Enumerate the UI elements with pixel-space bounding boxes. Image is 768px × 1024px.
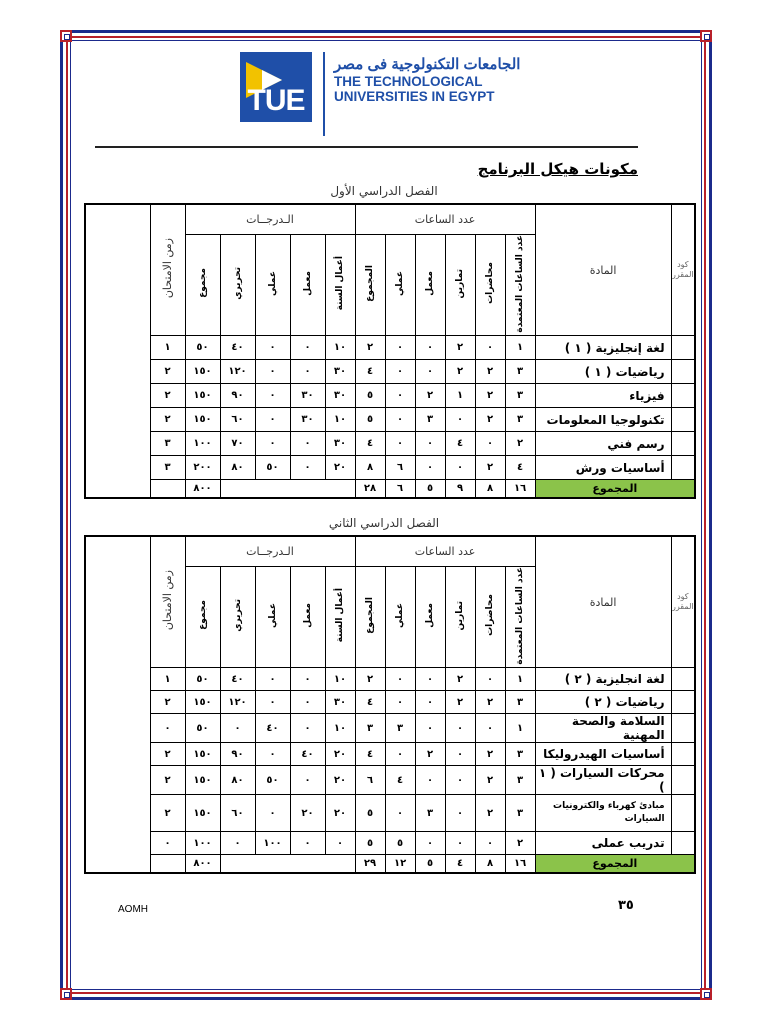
grades-group-header: الـدرجــات xyxy=(185,204,355,234)
value-cell-gtot: ١٠٠ xyxy=(185,432,220,456)
course-code-cell xyxy=(671,795,695,832)
column-header-label: عملي xyxy=(395,602,406,628)
column-header-label: أعمال السنة xyxy=(335,588,345,643)
total-blank xyxy=(150,855,185,873)
column-header-label: عدد الساعات المعتمدة xyxy=(515,566,526,665)
column-header-exercises xyxy=(445,234,475,336)
subject-cell: أساسيات الهيدروليكا xyxy=(535,743,671,766)
subject-cell: رسم فني xyxy=(535,432,671,456)
subject-cell: السلامة والصحة المهنية xyxy=(535,714,671,743)
value-cell-prac_g: ٤٠ xyxy=(255,714,290,743)
value-cell-written: ٦٠ xyxy=(220,795,255,832)
brand-name xyxy=(334,56,534,104)
brand-arabic: الجامعات التكنولوجية فى مصر xyxy=(334,56,521,73)
value-cell-prac: ٠ xyxy=(385,691,415,714)
value-cell-exam: ٢ xyxy=(150,766,185,795)
value-cell-lab: ٣ xyxy=(415,408,445,432)
subject-cell: أساسيات ورش xyxy=(535,456,671,480)
total-value-gtot: ٨٠٠ xyxy=(185,855,220,873)
column-header-label: محاضرات xyxy=(485,594,496,637)
corner-ornament xyxy=(60,988,72,1000)
subject-cell: تكنولوجيا المعلومات xyxy=(535,408,671,432)
column-header-grades-total xyxy=(185,234,220,336)
value-cell-htot: ٤ xyxy=(355,432,385,456)
value-cell-credit: ٣ xyxy=(505,743,535,766)
value-cell-yw: ٣٠ xyxy=(325,360,355,384)
semester-1-table xyxy=(84,203,696,499)
exam-time-header xyxy=(150,204,185,336)
total-blank xyxy=(150,480,185,498)
corner-ornament xyxy=(60,30,72,42)
tue-logo xyxy=(240,52,312,122)
logo-text: TUE xyxy=(247,84,305,117)
table-row xyxy=(85,432,695,456)
total-value-prac: ١٢ xyxy=(385,855,415,873)
column-header-label: معمل xyxy=(302,270,313,296)
value-cell-credit: ١ xyxy=(505,336,535,360)
total-value-gtot: ٨٠٠ xyxy=(185,480,220,498)
value-cell-htot: ٤ xyxy=(355,360,385,384)
value-cell-prac: ٠ xyxy=(385,432,415,456)
value-cell-yw: ٣٠ xyxy=(325,384,355,408)
column-header-hours-total xyxy=(355,566,385,668)
value-cell-exam: ٠ xyxy=(150,832,185,855)
value-cell-written: ١٢٠ xyxy=(220,691,255,714)
semester-1-title: الفصل الدراسي الأول xyxy=(330,184,438,198)
value-cell-lab: ٠ xyxy=(415,432,445,456)
value-cell-written: ٨٠ xyxy=(220,766,255,795)
column-header-lectures xyxy=(475,234,505,336)
column-header-label: معمل xyxy=(425,602,436,628)
table-row xyxy=(85,360,695,384)
course-code-cell xyxy=(671,766,695,795)
total-label: المجموع xyxy=(535,855,695,873)
value-cell-credit: ٣ xyxy=(505,691,535,714)
column-header-label: المجموع xyxy=(365,264,376,302)
total-value-prac: ٦ xyxy=(385,480,415,498)
value-cell-gtot: ٥٠ xyxy=(185,336,220,360)
total-row xyxy=(85,480,695,498)
value-cell-lec: ٢ xyxy=(475,766,505,795)
footer-author: AOMH xyxy=(118,904,148,915)
value-cell-exam: ٢ xyxy=(150,384,185,408)
column-header-practical xyxy=(255,234,290,336)
value-cell-htot: ٣ xyxy=(355,714,385,743)
column-header-year-work xyxy=(325,566,355,668)
hours-group-header: عدد الساعات xyxy=(355,204,535,234)
value-cell-lab_g: ٠ xyxy=(290,360,325,384)
value-cell-gtot: ١٥٠ xyxy=(185,408,220,432)
value-cell-lab: ٠ xyxy=(415,832,445,855)
value-cell-yw: ٣٠ xyxy=(325,432,355,456)
course-code-cell xyxy=(671,408,695,432)
value-cell-lab_g: ٠ xyxy=(290,832,325,855)
value-cell-gtot: ٥٠ xyxy=(185,714,220,743)
column-header-label: عملي xyxy=(267,270,278,296)
total-label: المجموع xyxy=(535,480,695,498)
value-cell-htot: ٤ xyxy=(355,691,385,714)
value-cell-lab: ٠ xyxy=(415,456,445,480)
value-cell-exam: ٠ xyxy=(150,714,185,743)
value-cell-exam: ١ xyxy=(150,668,185,691)
value-cell-prac: ٦ xyxy=(385,456,415,480)
value-cell-prac: ٥ xyxy=(385,832,415,855)
course-code-cell xyxy=(671,384,695,408)
value-cell-gtot: ١٥٠ xyxy=(185,360,220,384)
value-cell-lab: ٠ xyxy=(415,360,445,384)
value-cell-ex: ١ xyxy=(445,384,475,408)
value-cell-written: ٤٠ xyxy=(220,668,255,691)
value-cell-lab: ٣ xyxy=(415,795,445,832)
total-value-lec: ٨ xyxy=(475,855,505,873)
table-row xyxy=(85,714,695,743)
value-cell-yw: ١٠ xyxy=(325,336,355,360)
column-header-label: معمل xyxy=(425,270,436,296)
value-cell-yw: ٢٠ xyxy=(325,456,355,480)
value-cell-prac_g: ٠ xyxy=(255,432,290,456)
value-cell-credit: ٣ xyxy=(505,766,535,795)
value-cell-prac_g: ٠ xyxy=(255,384,290,408)
value-cell-yw: ٢٠ xyxy=(325,743,355,766)
value-cell-ex: ٠ xyxy=(445,832,475,855)
value-cell-yw: ١٠ xyxy=(325,668,355,691)
column-header-exercises xyxy=(445,566,475,668)
total-value-htot: ٢٨ xyxy=(355,480,385,498)
value-cell-prac: ٠ xyxy=(385,668,415,691)
column-header-label: عملي xyxy=(267,602,278,628)
value-cell-credit: ٣ xyxy=(505,360,535,384)
value-cell-gtot: ١٥٠ xyxy=(185,795,220,832)
value-cell-prac_g: ١٠٠ xyxy=(255,832,290,855)
table-row xyxy=(85,456,695,480)
value-cell-lab: ٠ xyxy=(415,336,445,360)
subject-cell: فيزياء xyxy=(535,384,671,408)
value-cell-lec: ٠ xyxy=(475,832,505,855)
table-row xyxy=(85,795,695,832)
subject-cell: تدريب عملى xyxy=(535,832,671,855)
column-header-label: عدد الساعات المعتمدة xyxy=(515,234,526,333)
value-cell-lec: ٢ xyxy=(475,795,505,832)
value-cell-prac_g: ٠ xyxy=(255,691,290,714)
exam-time-header xyxy=(150,536,185,668)
value-cell-credit: ٣ xyxy=(505,795,535,832)
value-cell-prac: ٠ xyxy=(385,743,415,766)
value-cell-exam: ٢ xyxy=(150,795,185,832)
course-code-cell xyxy=(671,691,695,714)
value-cell-ex: ٠ xyxy=(445,456,475,480)
subject-cell: رياضيات ( ٢ ) xyxy=(535,691,671,714)
column-header-label: أعمال السنة xyxy=(335,256,345,311)
total-value-lec: ٨ xyxy=(475,480,505,498)
value-cell-ex: ٢ xyxy=(445,336,475,360)
value-cell-ex: ٢ xyxy=(445,691,475,714)
value-cell-lab: ٢ xyxy=(415,384,445,408)
brand-english-line2: UNIVERSITIES IN EGYPT xyxy=(334,89,495,104)
subject-cell: رياضيات ( ١ ) xyxy=(535,360,671,384)
column-header-written xyxy=(220,234,255,336)
value-cell-written: ٩٠ xyxy=(220,384,255,408)
brand-english-line1: THE TECHNOLOGICAL xyxy=(334,74,483,89)
value-cell-lab: ٠ xyxy=(415,691,445,714)
column-header-label: تمارين xyxy=(455,268,466,299)
value-cell-prac_g: ٠ xyxy=(255,743,290,766)
value-cell-lab: ٢ xyxy=(415,743,445,766)
value-cell-written: ١٢٠ xyxy=(220,360,255,384)
value-cell-prac_g: ٠ xyxy=(255,360,290,384)
value-cell-htot: ٢ xyxy=(355,336,385,360)
course-code-cell xyxy=(671,832,695,855)
header-rule xyxy=(95,146,638,148)
value-cell-exam: ٢ xyxy=(150,360,185,384)
value-cell-htot: ٥ xyxy=(355,408,385,432)
column-header-lectures xyxy=(475,566,505,668)
value-cell-prac_g: ٠ xyxy=(255,795,290,832)
value-cell-yw: ١٠ xyxy=(325,408,355,432)
value-cell-lec: ٢ xyxy=(475,384,505,408)
column-header-hours-total xyxy=(355,234,385,336)
column-header-label: تحريري xyxy=(232,598,243,632)
column-header-label: المجموع xyxy=(365,596,376,634)
value-cell-exam: ٣ xyxy=(150,432,185,456)
table-row xyxy=(85,832,695,855)
value-cell-ex: ٠ xyxy=(445,795,475,832)
value-cell-ex: ٠ xyxy=(445,766,475,795)
value-cell-written: ٤٠ xyxy=(220,336,255,360)
value-cell-prac: ٠ xyxy=(385,360,415,384)
value-cell-lec: ٢ xyxy=(475,743,505,766)
column-header-practical xyxy=(255,566,290,668)
value-cell-credit: ٣ xyxy=(505,384,535,408)
value-cell-lab_g: ٣٠ xyxy=(290,408,325,432)
value-cell-written: ٧٠ xyxy=(220,432,255,456)
value-cell-prac: ٠ xyxy=(385,795,415,832)
table-row xyxy=(85,766,695,795)
value-cell-lab: ٠ xyxy=(415,714,445,743)
value-cell-htot: ٤ xyxy=(355,743,385,766)
value-cell-gtot: ١٥٠ xyxy=(185,766,220,795)
column-header-written xyxy=(220,566,255,668)
value-cell-written: ٩٠ xyxy=(220,743,255,766)
value-cell-prac_g: ٥٠ xyxy=(255,456,290,480)
exam-time-label: زمن الامتحان xyxy=(161,570,174,631)
value-cell-credit: ١ xyxy=(505,668,535,691)
value-cell-prac_g: ٥٠ xyxy=(255,766,290,795)
grades-group-header: الـدرجــات xyxy=(185,536,355,566)
table-row xyxy=(85,336,695,360)
column-header-label: مجموع xyxy=(197,268,208,299)
value-cell-written: ٠ xyxy=(220,832,255,855)
total-value-credit: ١٦ xyxy=(505,855,535,873)
value-cell-htot: ٢ xyxy=(355,668,385,691)
code-header: كود المقرر xyxy=(671,204,695,336)
value-cell-yw: ١٠ xyxy=(325,714,355,743)
section-title: مكونات هيكل البرنامج xyxy=(477,160,638,178)
value-cell-ex: ٢ xyxy=(445,668,475,691)
column-header-label: تحريري xyxy=(232,266,243,300)
value-cell-exam: ٣ xyxy=(150,456,185,480)
column-header-practical xyxy=(385,234,415,336)
value-cell-lab_g: ٣٠ xyxy=(290,384,325,408)
table-row xyxy=(85,743,695,766)
value-cell-lab_g: ٠ xyxy=(290,456,325,480)
value-cell-ex: ٠ xyxy=(445,743,475,766)
corner-ornament xyxy=(700,988,712,1000)
course-code-cell xyxy=(671,336,695,360)
total-value-ex: ٩ xyxy=(445,480,475,498)
column-header-credit-hours xyxy=(505,566,535,668)
value-cell-prac: ٠ xyxy=(385,384,415,408)
value-cell-lab_g: ٠ xyxy=(290,714,325,743)
total-blank xyxy=(220,855,355,873)
value-cell-gtot: ١٥٠ xyxy=(185,384,220,408)
value-cell-written: ٨٠ xyxy=(220,456,255,480)
value-cell-credit: ٢ xyxy=(505,432,535,456)
value-cell-gtot: ١٠٠ xyxy=(185,832,220,855)
value-cell-exam: ٢ xyxy=(150,408,185,432)
value-cell-lec: ٠ xyxy=(475,432,505,456)
value-cell-yw: ٢٠ xyxy=(325,766,355,795)
value-cell-lec: ٠ xyxy=(475,668,505,691)
value-cell-gtot: ٢٠٠ xyxy=(185,456,220,480)
total-value-credit: ١٦ xyxy=(505,480,535,498)
total-row xyxy=(85,855,695,873)
value-cell-gtot: ١٥٠ xyxy=(185,743,220,766)
value-cell-lec: ٢ xyxy=(475,691,505,714)
code-header: كود المقرر xyxy=(671,536,695,668)
value-cell-exam: ٢ xyxy=(150,691,185,714)
course-code-cell xyxy=(671,668,695,691)
value-cell-written: ٠ xyxy=(220,714,255,743)
column-header-year-work xyxy=(325,234,355,336)
value-cell-prac: ٠ xyxy=(385,336,415,360)
value-cell-htot: ٨ xyxy=(355,456,385,480)
table-row xyxy=(85,668,695,691)
column-header-credit-hours xyxy=(505,234,535,336)
exam-time-label: زمن الامتحان xyxy=(161,238,174,299)
value-cell-lec: ٢ xyxy=(475,456,505,480)
value-cell-yw: ٠ xyxy=(325,832,355,855)
total-value-lab: ٥ xyxy=(415,480,445,498)
value-cell-credit: ٣ xyxy=(505,408,535,432)
table-row xyxy=(85,408,695,432)
subject-cell: لغة انجليزية ( ٢ ) xyxy=(535,668,671,691)
value-cell-htot: ٥ xyxy=(355,795,385,832)
table-row xyxy=(85,691,695,714)
value-cell-lec: ٢ xyxy=(475,408,505,432)
value-cell-gtot: ١٥٠ xyxy=(185,691,220,714)
value-cell-lab: ٠ xyxy=(415,766,445,795)
value-cell-htot: ٥ xyxy=(355,384,385,408)
column-header-label: عملي xyxy=(395,270,406,296)
value-cell-ex: ٢ xyxy=(445,360,475,384)
subject-cell: محركات السيارات ( ١ ) xyxy=(535,766,671,795)
value-cell-htot: ٥ xyxy=(355,832,385,855)
value-cell-credit: ٤ xyxy=(505,456,535,480)
value-cell-lab_g: ٠ xyxy=(290,766,325,795)
subject-header: المادة xyxy=(535,536,671,668)
column-header-grades-total xyxy=(185,566,220,668)
value-cell-htot: ٦ xyxy=(355,766,385,795)
value-cell-prac: ٣ xyxy=(385,714,415,743)
value-cell-prac_g: ٠ xyxy=(255,408,290,432)
value-cell-lab_g: ٠ xyxy=(290,336,325,360)
value-cell-prac_g: ٠ xyxy=(255,668,290,691)
value-cell-ex: ٠ xyxy=(445,714,475,743)
total-value-htot: ٢٩ xyxy=(355,855,385,873)
value-cell-credit: ١ xyxy=(505,714,535,743)
course-code-cell xyxy=(671,743,695,766)
course-code-cell xyxy=(671,714,695,743)
value-cell-lab_g: ٠ xyxy=(290,432,325,456)
value-cell-ex: ٤ xyxy=(445,432,475,456)
value-cell-yw: ٢٠ xyxy=(325,795,355,832)
value-cell-prac_g: ٠ xyxy=(255,336,290,360)
value-cell-lab: ٠ xyxy=(415,668,445,691)
column-header-lab xyxy=(290,566,325,668)
column-header-practical xyxy=(385,566,415,668)
column-header-label: تمارين xyxy=(455,600,466,631)
value-cell-prac: ٤ xyxy=(385,766,415,795)
logo-divider xyxy=(323,52,325,136)
value-cell-prac: ٠ xyxy=(385,408,415,432)
value-cell-written: ٦٠ xyxy=(220,408,255,432)
column-header-lab xyxy=(415,234,445,336)
value-cell-gtot: ٥٠ xyxy=(185,668,220,691)
subject-cell: لغة إنجليزية ( ١ ) xyxy=(535,336,671,360)
column-header-lab xyxy=(415,566,445,668)
value-cell-lab_g: ٢٠ xyxy=(290,795,325,832)
course-code-cell xyxy=(671,360,695,384)
corner-ornament xyxy=(700,30,712,42)
course-code-cell xyxy=(671,432,695,456)
semester-2-title: الفصل الدراسي الثاني xyxy=(328,516,440,530)
table-row xyxy=(85,384,695,408)
semester-2-table xyxy=(84,535,696,874)
column-header-label: محاضرات xyxy=(485,262,496,305)
course-code-cell xyxy=(671,456,695,480)
value-cell-lab_g: ٠ xyxy=(290,691,325,714)
value-cell-ex: ٠ xyxy=(445,408,475,432)
total-blank xyxy=(220,480,355,498)
total-value-lab: ٥ xyxy=(415,855,445,873)
value-cell-lec: ٢ xyxy=(475,360,505,384)
value-cell-exam: ٢ xyxy=(150,743,185,766)
subject-cell: مبادئ كهرباء والكترونيات السيارات xyxy=(535,795,671,832)
value-cell-lec: ٠ xyxy=(475,714,505,743)
page-number: ٣٥ xyxy=(618,898,634,913)
value-cell-lec: ٠ xyxy=(475,336,505,360)
hours-group-header: عدد الساعات xyxy=(355,536,535,566)
column-header-label: مجموع xyxy=(197,600,208,631)
value-cell-exam: ١ xyxy=(150,336,185,360)
column-header-lab xyxy=(290,234,325,336)
value-cell-lab_g: ٠ xyxy=(290,668,325,691)
value-cell-yw: ٣٠ xyxy=(325,691,355,714)
value-cell-lab_g: ٤٠ xyxy=(290,743,325,766)
value-cell-credit: ٢ xyxy=(505,832,535,855)
column-header-label: معمل xyxy=(302,602,313,628)
total-value-ex: ٤ xyxy=(445,855,475,873)
subject-header: المادة xyxy=(535,204,671,336)
